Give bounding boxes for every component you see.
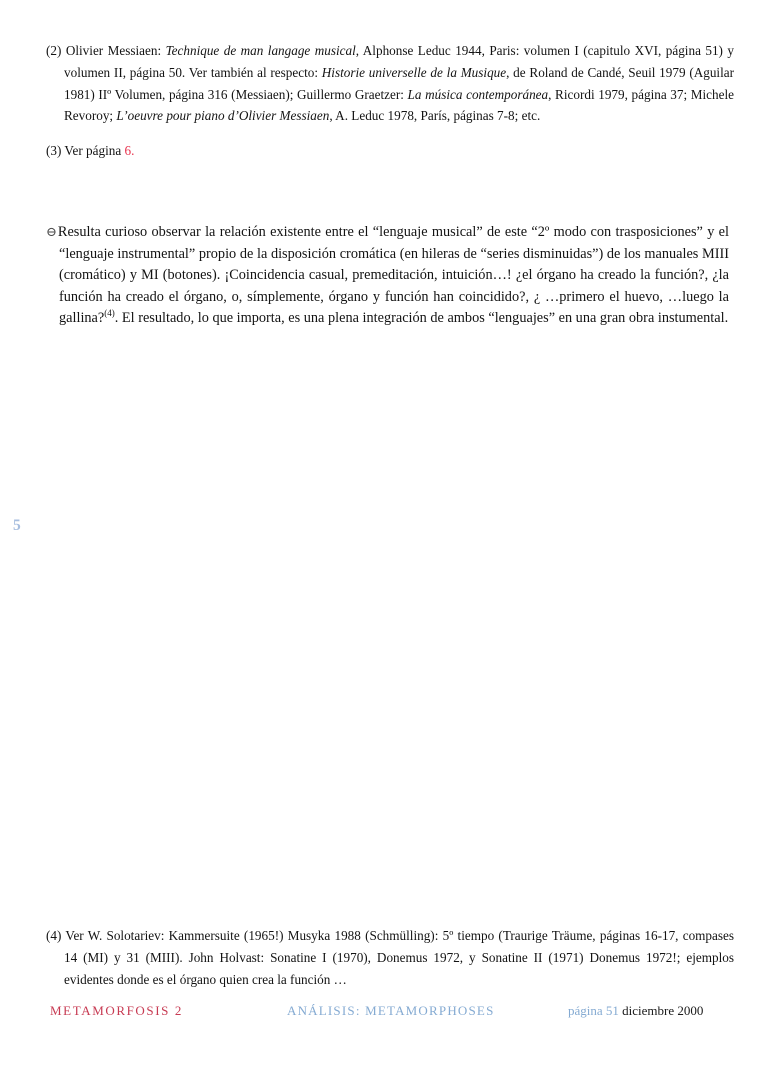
book-title: Technique de man langage musical — [165, 43, 356, 58]
circled-minus-icon: ⊖ — [46, 224, 57, 239]
footnote-page-link[interactable]: 6. — [124, 143, 135, 158]
book-title: La música contemporánea — [407, 86, 549, 102]
footnote-2-text: (2) Olivier Messiaen: — [46, 43, 166, 58]
footer-page-label: página 51 — [568, 1003, 619, 1018]
footnote-2 — [46, 40, 734, 127]
footnote-2-text: , A. Leduc 1978, París, páginas 7-8; etc. — [329, 108, 541, 124]
footnote-4-text: (4) Ver W. Solotariev: Kammersuite (1965!) Musyka 1988 (Schmülling): 5º tiempo (Traurige Träume, páginas 16-17, compases 14 (MI) y 31 (MIII). John Holvast: Sonatine I (1970), Donemus 1972, y Sonatine II (1971) Donemus 1972!; ejemplos evidentes donde es el órgano quien crea la función … — [46, 928, 734, 987]
footnote-3 — [46, 140, 716, 162]
footnote-4 — [46, 925, 734, 990]
footer-work-title: METAMORFOSIS 2 — [50, 1003, 183, 1018]
analysis-paragraph — [46, 221, 729, 330]
footnote-2-text: , Ricordi 1979, página 37; Michele Revoroy; — [64, 86, 734, 124]
footer-page-info — [568, 1003, 703, 1019]
page-footer — [0, 1003, 760, 1025]
footer-date: diciembre 2000 — [622, 1003, 704, 1018]
analysis-paragraph-text: Resulta curioso observar la relación existente entre el “lenguaje musical” de este “2º modo con trasposiciones” y el “lenguaje instrumental” propio de la disposición cromática (en hileras de “series disminuidas”) de los manuales MIII (cromático) y MI (botones). ¡Coincidencia casual, premeditación, intuición…! ¿el órgano ha creado la función?, ¿la función ha creado el órgano, o, símplemente, órgano y función han coincidido?, ¿ …primero el huevo, …luego la gallina? — [57, 224, 729, 326]
book-title: Historie universelle de la Musique — [321, 64, 507, 80]
footnote-3-text: (3) Ver página — [46, 143, 125, 158]
analysis-paragraph-text: . El resultado, lo que importa, es una plena integración de ambos “lenguajes” en una gran obra instumental. — [114, 310, 729, 326]
footnote-2-text: , de Roland de Candé, Seuil 1979 (Aguilar 1981) IIº Volumen, página 316 (Messiaen); Guillermo Graetzer: — [64, 64, 735, 102]
book-title: L’oeuvre pour piano d’Olivier Messiaen — [116, 108, 330, 124]
footnote-2-text: , Alphonse Leduc 1944, Paris: volumen I (capitulo XVI, página 51) y volumen II, página 50. Ver también al respecto: — [64, 43, 734, 80]
footer-section-title: ANÁLISIS: METAMORPHOSES — [287, 1003, 495, 1018]
margin-page-number: 5 — [13, 517, 21, 534]
footnote-reference-4: (4) — [104, 308, 115, 318]
